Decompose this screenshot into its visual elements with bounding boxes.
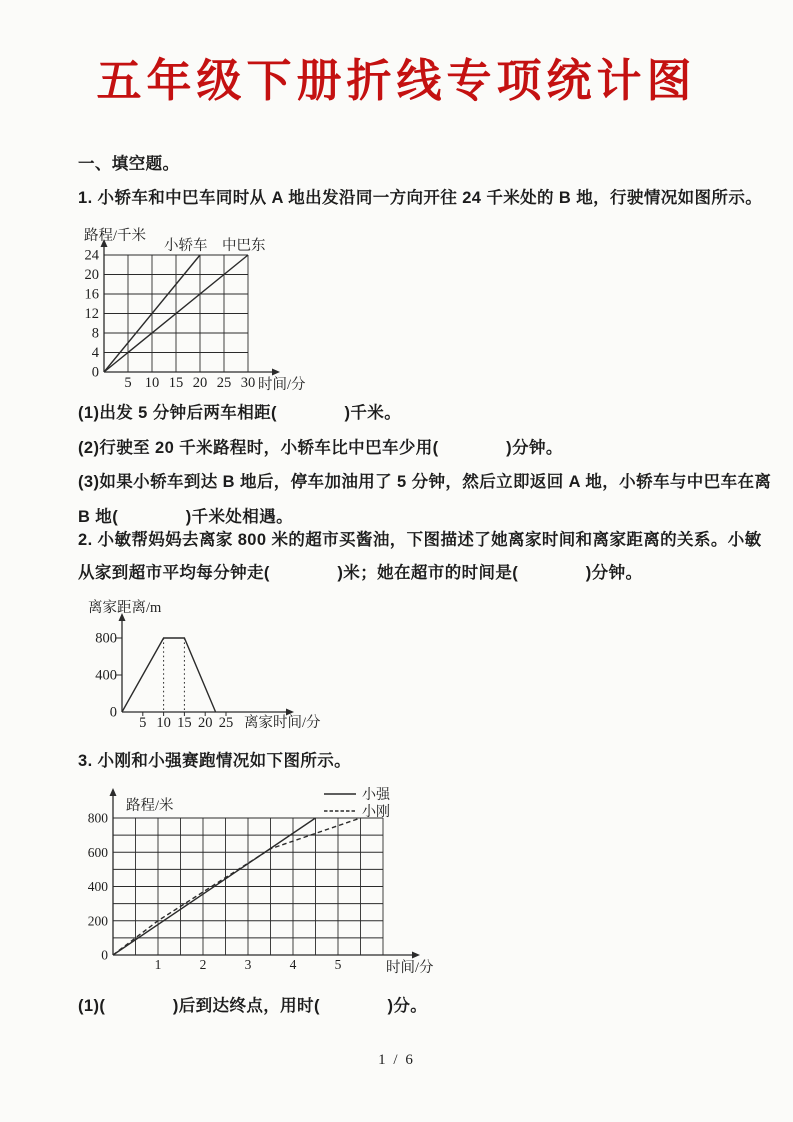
svg-text:15: 15 (177, 715, 192, 731)
svg-text:10: 10 (144, 375, 160, 391)
svg-text:8: 8 (91, 325, 99, 342)
svg-text:12: 12 (84, 306, 99, 322)
chart-race (78, 780, 444, 990)
page-number: 1 / 6 (378, 1052, 415, 1068)
svg-text:20: 20 (192, 375, 208, 391)
race-line-chart (78, 780, 444, 985)
svg-text:10: 10 (156, 715, 171, 731)
svg-text:800: 800 (87, 810, 108, 826)
supermarket-line-chart (80, 595, 350, 747)
svg-text:5: 5 (139, 715, 147, 731)
question-1-blank-2: (2)行驶至 20 千米路程时，小轿车比中巴车少用( )分钟。 (78, 439, 563, 457)
svg-text:20: 20 (197, 715, 213, 731)
svg-text:离家距离/m: 离家距离/m (88, 600, 162, 616)
svg-text:16: 16 (84, 286, 99, 303)
question-2-text-line2: 从家到超市平均每分钟走( )米；她在超市的时间是( )分钟。 (78, 564, 643, 582)
svg-text:小强: 小强 (362, 788, 390, 803)
svg-text:400: 400 (95, 667, 117, 684)
svg-text:400: 400 (87, 879, 108, 894)
svg-text:4: 4 (91, 345, 99, 361)
svg-text:2: 2 (199, 957, 207, 972)
svg-text:时间/分: 时间/分 (386, 960, 434, 976)
svg-text:15: 15 (168, 375, 184, 391)
svg-text:5: 5 (334, 957, 342, 972)
svg-text:0: 0 (101, 947, 108, 963)
svg-text:路程/米: 路程/米 (126, 798, 174, 814)
question-1-blank-3-line1: (3)如果小轿车到达 B 地后，停车加油用了 5 分钟，然后立即返回 A 地，小轿车与中巴车在离 (78, 473, 772, 491)
question-1-blank-1: (1)出发 5 分钟后两车相距( )千米。 (78, 404, 402, 422)
svg-text:0: 0 (109, 704, 117, 721)
question-3-text: 3. 小刚和小强赛跑情况如下图所示。 (78, 752, 352, 770)
chart-cars (80, 225, 320, 408)
svg-text:30: 30 (240, 375, 256, 391)
svg-text:600: 600 (87, 844, 108, 860)
svg-text:200: 200 (87, 913, 108, 929)
question-3-blank-1: (1)( )后到达终点，用时( )分。 (78, 997, 428, 1015)
svg-text:小轿车 中巴东: 小轿车 中巴东 (164, 238, 266, 254)
svg-text:路程/千米: 路程/千米 (84, 228, 147, 244)
svg-text:4: 4 (289, 957, 297, 972)
svg-text:0: 0 (91, 364, 99, 381)
svg-text:时间/分: 时间/分 (258, 377, 306, 393)
cars-line-chart (80, 225, 320, 403)
svg-text:1: 1 (154, 957, 162, 972)
svg-text:24: 24 (84, 247, 99, 264)
question-1-text: 1. 小轿车和中巴车同时从 A 地出发沿同一方向开往 24 千米处的 B 地，行驶情况如图所示。 (78, 189, 763, 207)
svg-text:800: 800 (95, 630, 117, 647)
chart-supermarket (80, 595, 350, 752)
question-2-text-line1: 2. 小敏帮妈妈去离家 800 米的超市买酱油，下图描述了她离家时间和离家距离的关系。小敏 (78, 531, 762, 549)
svg-text:3: 3 (244, 957, 252, 972)
svg-text:离家时间/分: 离家时间/分 (244, 715, 321, 731)
section-heading: 一、填空题。 (78, 155, 180, 173)
svg-text:25: 25 (216, 375, 232, 391)
page-title: 五年级下册折线专项统计图 (96, 55, 697, 106)
question-1-blank-3-line2: B 地( )千米处相遇。 (78, 508, 293, 526)
svg-text:20: 20 (84, 267, 99, 283)
svg-text:小刚: 小刚 (362, 805, 390, 820)
svg-text:5: 5 (124, 375, 132, 391)
svg-text:25: 25 (218, 715, 234, 731)
